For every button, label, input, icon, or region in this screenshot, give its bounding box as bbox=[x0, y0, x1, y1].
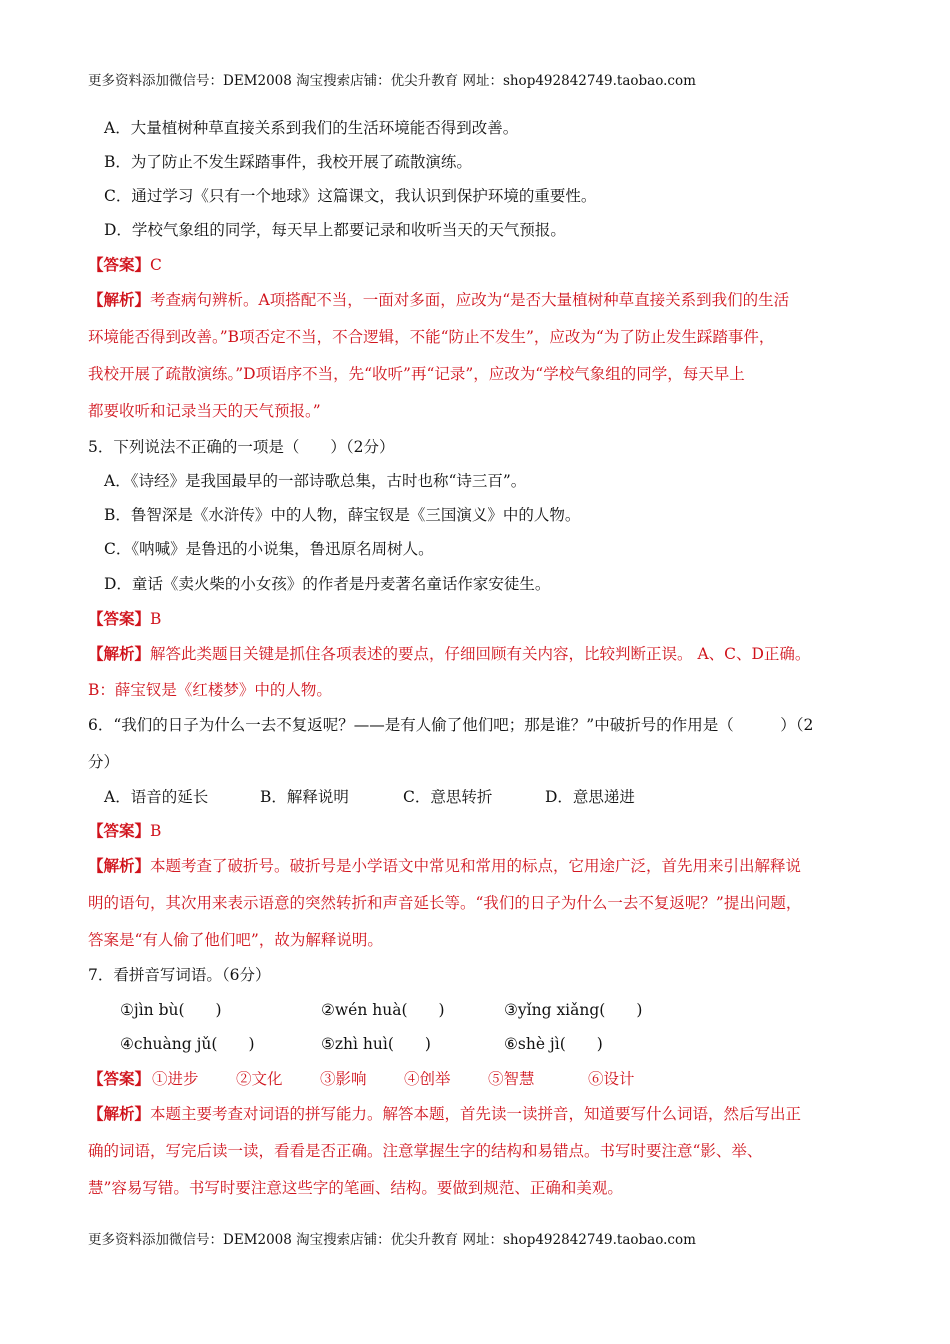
page-footer: 更多资料添加微信号：DEM2008 淘宝搜索店铺：优尖升教育 网址：shop492842749.taobao.com bbox=[88, 1232, 696, 1248]
answer-word: ⑥设计 bbox=[588, 1070, 635, 1088]
q4-explanation-line bbox=[88, 289, 890, 311]
answer-value: C bbox=[150, 256, 162, 274]
explanation-text: 解答此类题目关键是抓住各项表述的要点，仔细回顾有关内容，比较判断正误。 A、C、D正确。 bbox=[150, 645, 811, 663]
q7-explanation-line: 慧”容易写错。书写时要注意这些字的笔画、结构。要做到规范、正确和美观。 bbox=[88, 1179, 623, 1197]
pinyin-item: ④chuàng jǔ( ) bbox=[120, 1035, 255, 1053]
q4-option-c: C．通过学习《只有一个地球》这篇课文，我认识到保护环境的重要性。 bbox=[104, 187, 597, 205]
q4-explanation-line: 都要收听和记录当天的天气预报。” bbox=[88, 402, 321, 420]
q7-explanation-line bbox=[88, 1103, 890, 1125]
answer-label: 【答案】 bbox=[88, 609, 151, 628]
explanation-text: 考查病句辨析。A项搭配不当，一面对多面，应改为“是否大量植树种草直接关系到我们的生活 bbox=[150, 291, 790, 309]
explanation-text: 本题主要考查对词语的拼写能力。解答本题，首先读一读拼音，知道要写什么词语，然后写出正 bbox=[150, 1105, 802, 1123]
q5-option-d: D．童话《卖火柴的小女孩》的作者是丹麦著名童话作家安徒生。 bbox=[104, 575, 551, 593]
q6-stem-continued: 分） bbox=[88, 753, 120, 771]
answer-word: ⑤智慧 bbox=[488, 1070, 535, 1088]
q6-option-b: B．解释说明 bbox=[260, 788, 349, 806]
q4-option-d: D．学校气象组的同学，每天早上都要记录和收听当天的天气预报。 bbox=[104, 221, 566, 239]
q5-explanation-line bbox=[88, 643, 890, 665]
answer-value: B bbox=[150, 822, 162, 840]
q6-option-c: C．意思转折 bbox=[403, 788, 493, 806]
explanation-label: 【解析】 bbox=[88, 290, 151, 309]
explanation-label: 【解析】 bbox=[88, 856, 151, 875]
q5-stem: 5．下列说法不正确的一项是（ ）（2分） bbox=[88, 438, 395, 456]
answer-word: ④创举 bbox=[404, 1070, 451, 1088]
answer-label: 【答案】 bbox=[88, 1069, 151, 1088]
q6-explanation-line: 答案是“有人偷了他们吧”，故为解释说明。 bbox=[88, 931, 383, 949]
pinyin-item: ③yǐng xiǎng( ) bbox=[504, 1001, 643, 1019]
q5-option-a: A．《诗经》是我国最早的一部诗歌总集，古时也称“诗三百”。 bbox=[104, 472, 527, 490]
q5-option-c: C．《呐喊》是鲁迅的小说集，鲁迅原名周树人。 bbox=[104, 540, 434, 558]
q7-answer bbox=[88, 1068, 890, 1090]
answer-value: B bbox=[150, 610, 162, 628]
q5-option-b: B．鲁智深是《水浒传》中的人物，薛宝钗是《三国演义》中的人物。 bbox=[104, 506, 581, 524]
answer-label: 【答案】 bbox=[88, 821, 151, 840]
q4-option-b: B．为了防止不发生踩踏事件，我校开展了疏散演练。 bbox=[104, 153, 472, 171]
explanation-label: 【解析】 bbox=[88, 1104, 151, 1123]
q5-answer bbox=[88, 608, 890, 630]
q4-explanation-line: 我校开展了疏散演练。”D项语序不当，先“收听”再“记录”，应改为“学校气象组的同学，每天早上 bbox=[88, 365, 745, 383]
answer-word: ③影响 bbox=[320, 1070, 367, 1088]
pinyin-item: ①jìn bù( ) bbox=[120, 1001, 222, 1019]
q4-option-a: A．大量植树种草直接关系到我们的生活环境能否得到改善。 bbox=[104, 119, 519, 137]
q7-explanation-line: 确的词语，写完后读一读，看看是否正确。注意掌握生字的结构和易错点。书写时要注意“影、举、 bbox=[88, 1142, 763, 1160]
answer-label: 【答案】 bbox=[88, 255, 151, 274]
pinyin-item: ⑥shè jì( ) bbox=[504, 1035, 603, 1053]
explanation-label: 【解析】 bbox=[88, 644, 151, 663]
answer-word: ②文化 bbox=[236, 1070, 283, 1088]
explanation-text: 本题考查了破折号。破折号是小学语文中常见和常用的标点，它用途广泛，首先用来引出解释说 bbox=[150, 857, 802, 875]
q7-stem: 7．看拼音写词语。（6分） bbox=[88, 966, 271, 984]
q5-explanation-line: B：薛宝钗是《红楼梦》中的人物。 bbox=[88, 681, 332, 699]
q6-explanation-line bbox=[88, 855, 890, 877]
q6-option-d: D．意思递进 bbox=[545, 788, 635, 806]
q6-answer bbox=[88, 820, 890, 842]
q4-explanation-line: 环境能否得到改善。”B项否定不当，不合逻辑，不能“防止不发生”，应改为“为了防止发生踩踏事件， bbox=[88, 328, 775, 346]
answer-word: ①进步 bbox=[152, 1070, 199, 1088]
q6-stem: 6．“我们的日子为什么一去不复返呢？——是有人偷了他们吧；那是谁？”中破折号的作用是（ ）（2 bbox=[88, 716, 814, 734]
page-header: 更多资料添加微信号：DEM2008 淘宝搜索店铺：优尖升教育 网址：shop492842749.taobao.com bbox=[88, 73, 696, 89]
q6-option-a: A．语音的延长 bbox=[104, 788, 209, 806]
pinyin-item: ⑤zhì huì( ) bbox=[321, 1035, 431, 1053]
q4-answer bbox=[88, 254, 890, 276]
pinyin-item: ②wén huà( ) bbox=[321, 1001, 445, 1019]
q6-explanation-line: 明的语句，其次用来表示语意的突然转折和声音延长等。“我们的日子为什么一去不复返呢？”提出问题， bbox=[88, 894, 802, 912]
